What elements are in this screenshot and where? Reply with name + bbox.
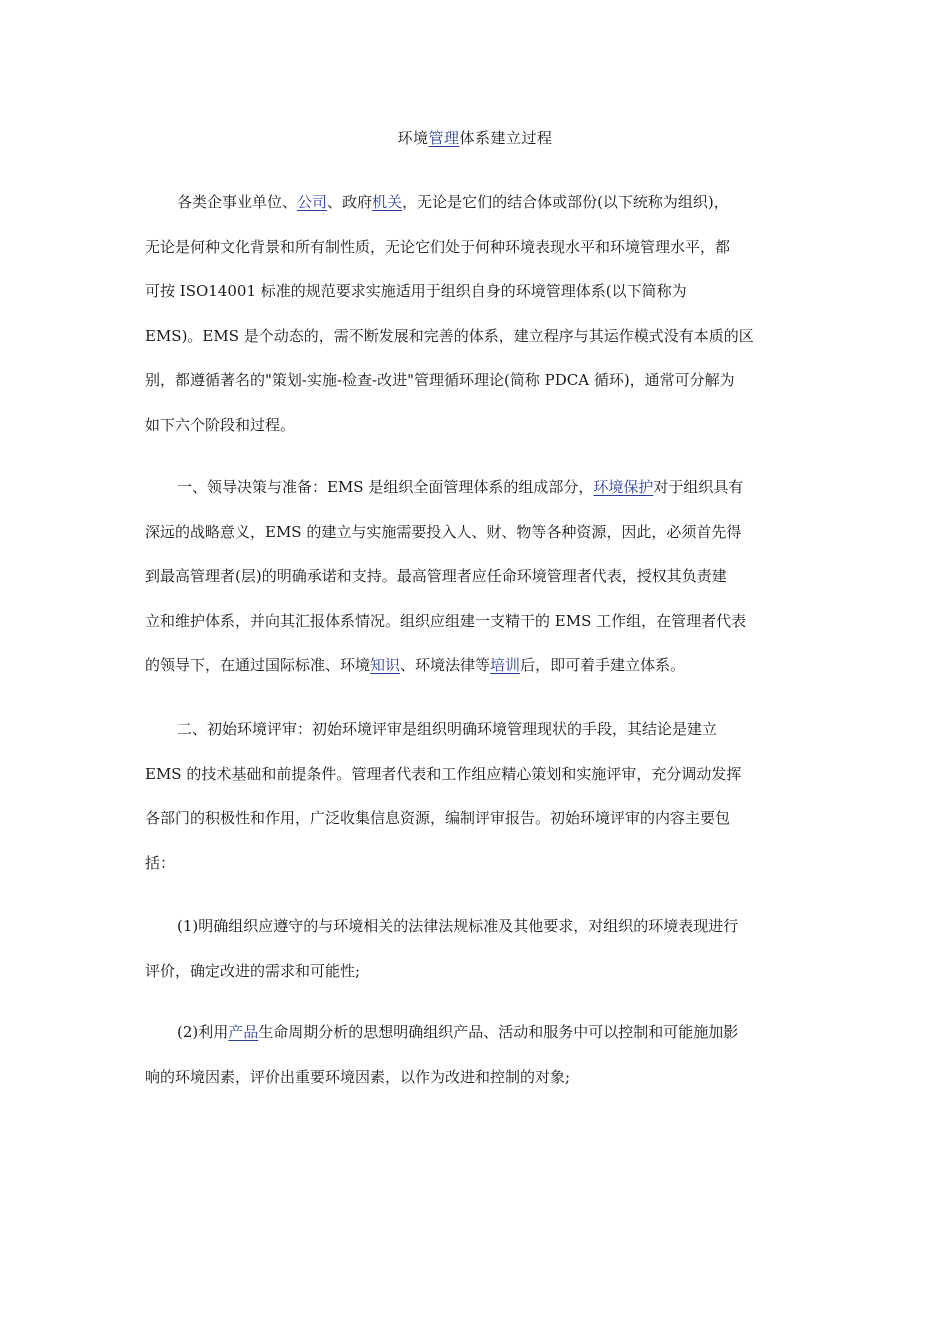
link-product[interactable]: 产品 xyxy=(228,1023,259,1041)
page-title xyxy=(0,127,950,149)
title-link-management[interactable]: 管理 xyxy=(428,129,460,147)
link-training[interactable]: 培训 xyxy=(490,656,521,674)
section-2-paragraph xyxy=(145,707,810,885)
paragraph-line: (2)利用产品生命周期分析的思想明确组织产品、活动和服务中可以控制和可能施加影 xyxy=(177,1023,739,1041)
paragraph-line: 深远的战略意义，EMS 的建立与实施需要投入人、财、物等各种资源，因此，必须首先得 xyxy=(145,522,742,541)
paragraph-line: 响的环境因素，评价出重要环境因素，以作为改进和控制的对象; xyxy=(145,1067,571,1086)
intro-paragraph xyxy=(145,180,810,447)
title-text: 环境 xyxy=(397,129,429,147)
paragraph-line: 无论是何种文化背景和所有制性质，无论它们处于何种环境表现水平和环境管理水平，都 xyxy=(145,237,731,256)
paragraph-line: 的领导下，在通过国际标准、环境知识、环境法律等培训后，即可着手建立体系。 xyxy=(145,656,686,674)
link-knowledge[interactable]: 知识 xyxy=(370,656,401,674)
item-2-paragraph xyxy=(145,1010,810,1099)
paragraph-line: 立和维护体系，并向其汇报体系情况。组织应组建一支精干的 EMS 工作组，在管理者代表 xyxy=(145,611,747,630)
paragraph-line: 评价，确定改进的需求和可能性; xyxy=(145,961,361,980)
paragraph-line: EMS 的技术基础和前提条件。管理者代表和工作组应精心策划和实施评审，充分调动发挥 xyxy=(145,764,742,783)
paragraph-line: 各类企事业单位、公司、政府机关，无论是它们的结合体或部份(以下统称为组织)， xyxy=(177,193,729,211)
paragraph-line: EMS)。EMS 是个动态的，需不断发展和完善的体系，建立程序与其运作模式没有本质的区 xyxy=(145,326,754,345)
link-environmental-protection[interactable]: 环境保护 xyxy=(593,478,654,496)
paragraph-line: 括： xyxy=(145,853,176,872)
section-1-paragraph xyxy=(145,465,810,688)
item-1-paragraph xyxy=(145,904,810,993)
paragraph-line: 一、领导决策与准备：EMS 是组织全面管理体系的组成部分，环境保护对于组织具有 xyxy=(177,478,744,496)
paragraph-line: 各部门的积极性和作用，广泛收集信息资源，编制评审报告。初始环境评审的内容主要包 xyxy=(145,809,731,827)
paragraph-line: 到最高管理者(层)的明确承诺和支持。最高管理者应任命环境管理者代表，授权其负责建 xyxy=(145,567,727,585)
link-government-agency[interactable]: 机关 xyxy=(372,193,403,211)
paragraph-line: 可按 ISO14001 标准的规范要求实施适用于组织自身的环境管理体系(以下简称为 xyxy=(145,282,687,300)
title-text: 体系建立过程 xyxy=(459,129,553,147)
paragraph-line: (1)明确组织应遵守的与环境相关的法律法规标准及其他要求，对组织的环境表现进行 xyxy=(177,917,739,935)
paragraph-line: 二、初始环境评审：初始环境评审是组织明确环境管理现状的手段，其结论是建立 xyxy=(177,720,718,738)
paragraph-line: 如下六个阶段和过程。 xyxy=(145,415,296,434)
link-company[interactable]: 公司 xyxy=(297,193,328,211)
paragraph-line: 别，都遵循著名的"策划-实施-检查-改进"管理循环理论(简称 PDCA 循环)，通常可分解为 xyxy=(145,371,735,389)
